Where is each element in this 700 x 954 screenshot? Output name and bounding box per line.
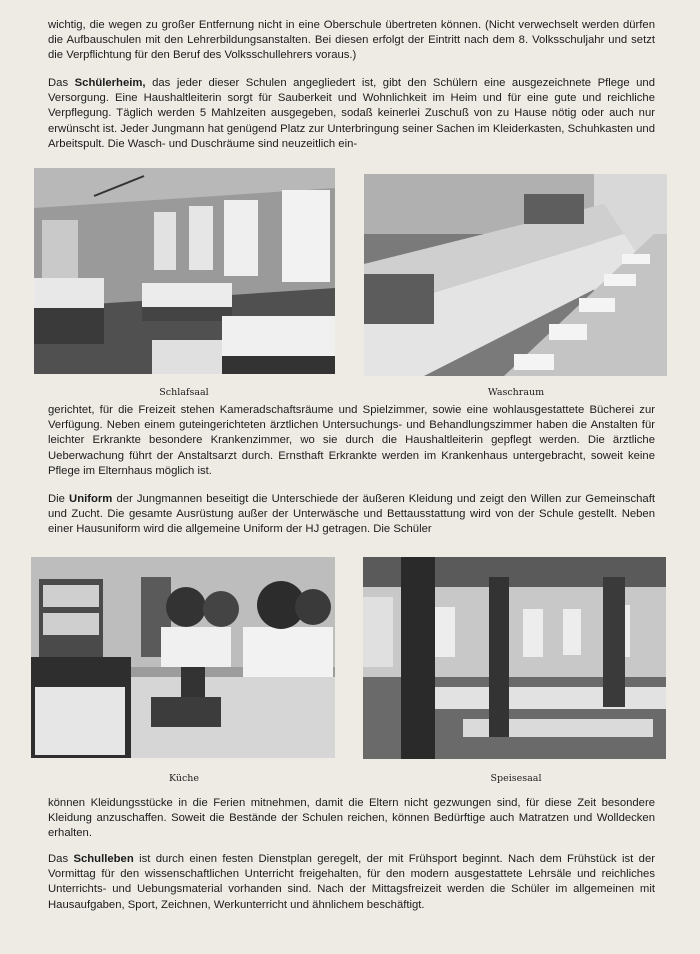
paragraph-body: der Jungmannen beseitigt die Unterschiede der äußeren Kleidung und zeigt den Willen zur Gemeinschaft und Zucht. Die gesamte Ausrüstung außer der Unterwäsche und Bettausstattung wird von der Schule gestellt. Neben einer Hausuniform wird die allgemeine Uniform der HJ getragen. Die Schüler [48, 493, 655, 536]
term-schulleben: Schulleben [73, 853, 134, 865]
paragraph-kleidung: können Kleidungsstücke in die Ferien mitnehmen, damit die Eltern nicht gezwungen sind, für diese Zeit besondere Kleidung anzuschaffen. Soweit die Bestände der Schulen reichen, können Bedürftige auch Matratzen und Wolldecken erhalten. [48, 797, 655, 840]
term-schuelerheim: Schülerheim, [74, 77, 146, 89]
paragraph-uniform [48, 492, 655, 538]
photo-schlafsaal [34, 168, 335, 374]
paragraph-lead: Das [48, 853, 74, 865]
paragraph-lead: Das [48, 77, 75, 89]
term-uniform: Uniform [69, 493, 113, 505]
caption-schlafsaal: Schlafsaal [159, 387, 209, 398]
paragraph-lead: Die [48, 493, 70, 505]
caption-kueche: Küche [168, 773, 200, 784]
paragraph-schulleben [48, 852, 655, 913]
paragraph-body: ist durch einen festen Dienstplan geregelt, der mit Frühsport beginnt. Nach dem Frühstück ist der Vormittag für den wissenschaftlichen Unterricht freigehalten, für den modern ausgestattete Lehrsäle und reichliches Unterrichts- und Uebungsmaterial vorhanden sind. Nach der Mittagsfreizeit werden die Schüler im allgemeinen mit Hausaufgaben, Sport, Zeichnen, Werkunterricht und ähnlichem beschäftigt. [48, 853, 656, 911]
paragraph-intro: wichtig, die wegen zu großer Entfernung nicht in eine Oberschule übertreten können. (Nicht verwechselt werden dürfen die Aufbauschulen mit den Lehrerbildungsanstalten. Bei diesen erfolgt der Eintritt nach dem 8. Volksschuljahr und setzt die Verpflichtung für den Beruf des Volksschullehrers voraus.) [48, 19, 655, 62]
paragraph-body: das jeder dieser Schulen angegliedert ist, gibt den Schülern eine ausgezeichnete Pflege und Versorgung. Eine Haushaltleiterin sorgt für Sauberkeit und Wohnlichkeit im Heim und für eine gute und reichliche Verpflegung. Täglich werden 5 Mahlzeiten ausgegeben, sodaß keinerlei Zuschuß von zu Hause nötig oder auch nur erwünscht ist. Jeder Jungmann hat genügend Platz zur Unterbringung seiner Sachen im Kleiderkasten, Schuhkasten und Arbeitspult. Die Wasch- und Duschräume sind neuzeitlich ein- [48, 77, 656, 150]
caption-waschraum: Waschraum [487, 387, 545, 398]
paragraph-schuelerheim [48, 76, 655, 152]
photo-speisesaal [363, 557, 666, 759]
caption-speisesaal: Speisesaal [490, 773, 542, 784]
photo-kueche [31, 557, 335, 758]
photo-waschraum [364, 174, 667, 376]
paragraph-freizeit: gerichtet, für die Freizeit stehen Kameradschaftsräume und Spielzimmer, sowie eine wohlausgestattete Bücherei zur Verfügung. Neben einem guteingerichteten ärztlichen Untersuchungs- und Behandlungszimmer haben die Anstalten für leichter Erkrankte besondere Krankenzimmer, wo sie durch die Haushaltleiterin gepflegt werden. Die ärztliche Ueberwachung führt der Anstaltsarzt durch. Ernsthaft Erkrankte werden im Krankenhaus untergebracht, soweit keine Pflege im Elternhaus möglich ist. [48, 404, 655, 477]
